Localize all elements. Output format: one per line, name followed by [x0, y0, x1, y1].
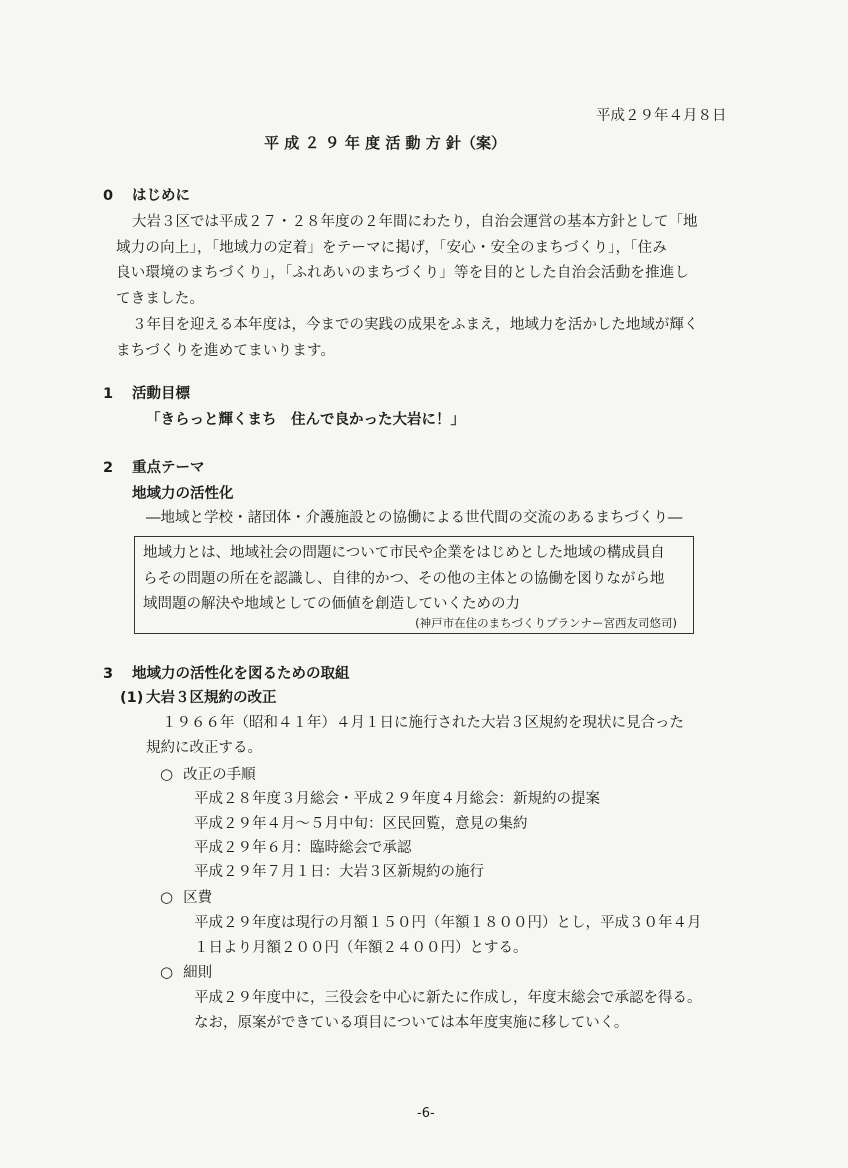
- definition-box: [134, 536, 694, 634]
- procedure-line: 平成２９年４月～５月中旬：区民回覧，意見の集約: [194, 816, 528, 832]
- section-0-line: てきました。: [116, 291, 205, 307]
- circle-bullet-icon: ○: [160, 765, 174, 783]
- section-1-number: 1: [103, 386, 114, 402]
- definition-line: らその問題の所在を認識し、自律的かつ、その他の主体との協働を図りながら地: [143, 571, 665, 587]
- section-3-heading: 地域力の活性化を図るための取組: [132, 666, 350, 682]
- section-0-line: まちづくりを進めてまいります。: [116, 343, 336, 359]
- definition-citation: (神戸市在住のまちづくりプランナー宮西友司悠司): [415, 616, 677, 630]
- activity-goal: 「きらっと輝くまち 住んで良かった大岩に！」: [146, 412, 465, 428]
- fee-line: 平成２９年度は現行の月額１５０円（年額１８００円）とし，平成３０年４月: [194, 915, 702, 931]
- section-0-number: 0: [103, 188, 114, 204]
- item-1-line: １９６６年（昭和４１年）４月１日に施行された大岩３区規約を現状に見合った: [162, 715, 684, 731]
- rules-line: なお，原案ができている項目については本年度実施に移していく。: [194, 1015, 629, 1031]
- rules-heading: [160, 962, 212, 983]
- focus-theme-subtitle: ―地域と学校・諸団体・介護施設との協働による世代間の交流のあるまちづくり―: [146, 510, 683, 526]
- section-1-heading: 活動目標: [132, 386, 190, 402]
- section-0-line: 域力の向上」，「地域力の定着」をテーマに掲げ，「安心・安全のまちづくり」，「住み: [116, 240, 668, 256]
- section-2-heading: 重点テーマ: [132, 460, 205, 476]
- section-0-line: 良い環境のまちづくり」，「ふれあいのまちづくり」等を目的とした自治会活動を推進し: [116, 265, 690, 281]
- item-1-label: (1): [120, 690, 144, 706]
- fee-line: １日より月額２００円（年額２４００円）とする。: [194, 940, 528, 956]
- item-1-line: 規約に改正する。: [146, 740, 262, 756]
- circle-bullet-icon: ○: [160, 888, 174, 906]
- section-0-line: 大岩３区では平成２７・２８年度の２年間にわたり，自治会運営の基本方針として「地: [132, 214, 698, 230]
- procedure-title: 改正の手順: [183, 767, 256, 783]
- definition-line: 域問題の解決や地域としての価値を創造していくための力: [143, 596, 520, 612]
- fee-heading: [160, 887, 212, 908]
- definition-line: 地域力とは、地域社会の問題について市民や企業をはじめとした地域の構成員自: [143, 545, 665, 561]
- page-number: -6-: [417, 1106, 435, 1121]
- section-0-line: ３年目を迎える本年度は，今までの実践の成果をふまえ，地域力を活かした地域が輝く: [132, 317, 699, 333]
- procedure-line: 平成２８年度３月総会・平成２９年度４月総会：新規約の提案: [194, 791, 600, 807]
- rules-line: 平成２９年度中に，三役会を中心に新たに作成し，年度末総会で承認を得る。: [194, 990, 702, 1006]
- focus-theme: 地域力の活性化: [132, 486, 234, 502]
- procedure-line: 平成２９年６月：臨時総会で承認: [194, 840, 412, 856]
- rules-title: 細則: [183, 965, 213, 981]
- procedure-heading: [160, 764, 256, 785]
- document-title: 平 成 ２ ９ 年 度 活 動 方 針（案）: [264, 134, 507, 152]
- section-0-heading: はじめに: [132, 188, 190, 204]
- item-1-title: 大岩３区規約の改正: [146, 690, 277, 706]
- procedure-line: 平成２９年７月１日：大岩３区新規約の施行: [194, 864, 484, 880]
- section-2-number: 2: [103, 460, 114, 476]
- section-3-number: 3: [103, 666, 114, 682]
- circle-bullet-icon: ○: [160, 963, 174, 981]
- fee-title: 区費: [183, 890, 213, 906]
- document-date: 平成２９年４月８日: [596, 108, 727, 124]
